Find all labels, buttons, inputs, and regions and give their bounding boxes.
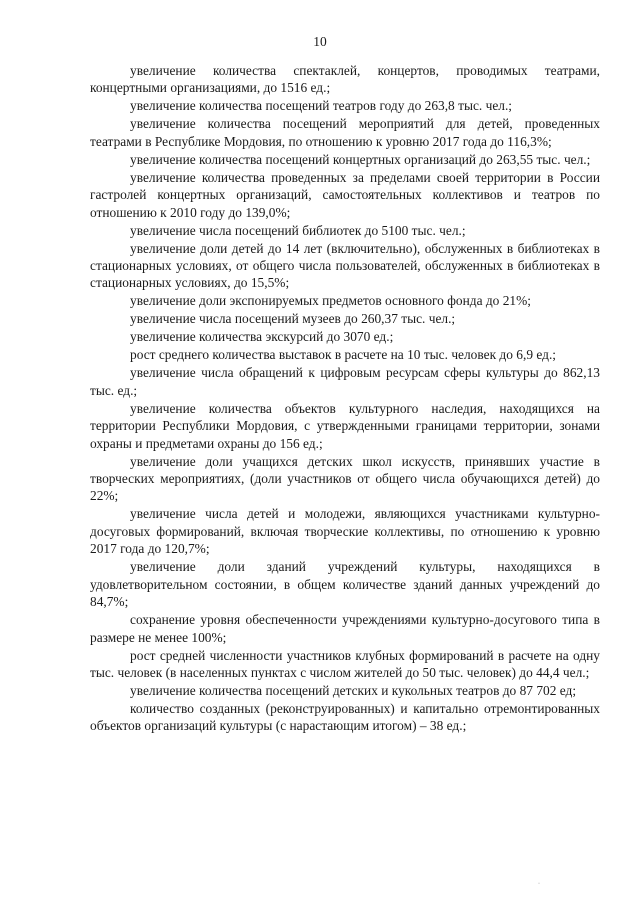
paragraph: увеличение числа посещений библиотек до 5100 тыс. чел.; — [130, 222, 466, 238]
paragraph: увеличение количества проведенных за пределами своей территории в России гастролей концертных организаций, самостоятельных коллективов и театров по отношению к 2010 году до 139,0%; — [90, 169, 600, 220]
paragraph: увеличение доли экспонируемых предметов основного фонда до 21%; — [130, 293, 531, 309]
paragraph: увеличение количества посещений театров году до 263,8 тыс. чел.; — [130, 98, 513, 114]
paragraph: увеличение числа детей и молодежи, являющихся участниками культурно-досуговых формирований, включая творческие коллективы, по отношению к уровню 2017 года до 120,7%; — [90, 506, 600, 557]
scan-mark: · — [538, 881, 540, 887]
paragraph: увеличение доли детей до 14 лет (включительно), обслуженных в библиотеках в стационарных условиях, от общего числа пользователей, обслуженных в библиотеках в стационарных условиях, до 15,5%; — [90, 240, 600, 291]
paragraph: сохранение уровня обеспеченности учреждениями культурно-досугового типа в размере не менее 100%; — [90, 612, 600, 645]
page-number: 10 — [313, 34, 327, 49]
paragraph: увеличение количества посещений мероприятий для детей, проведенных театрами в Республике Мордовия, по отношению к уровню 2017 года до 116,3%; — [90, 116, 600, 149]
paragraph: увеличение доли учащихся детских школ искусств, принявших участие в творческих мероприятиях, (доли участников от общего числа обучающихся детей) до 22%; — [90, 453, 600, 504]
paragraph: увеличение числа посещений музеев до 260,37 тыс. чел.; — [130, 311, 456, 327]
paragraph: увеличение количества экскурсий до 3070 ед.; — [130, 329, 394, 345]
paragraph: увеличение доли зданий учреждений культуры, находящихся в удовлетворительном состоянии, в общем количестве зданий данных учреждений до 84,7%; — [90, 559, 600, 610]
document-body — [90, 62, 600, 735]
paragraph: увеличение количества спектаклей, концертов, проводимых театрами, концертными организациями, до 1516 ед.; — [90, 63, 600, 96]
paragraph: рост среднего количества выставок в расчете на 10 тыс. человек до 6,9 ед.; — [130, 347, 557, 363]
paragraph: увеличение количества посещений детских и кукольных театров до 87 702 ед; — [130, 682, 577, 698]
paragraph: рост средней численности участников клубных формирований в расчете на одну тыс. человек (в населенных пунктах с числом жителей до 50 тыс. человек) до 44,4 чел.; — [90, 647, 600, 680]
paragraph: увеличение количества объектов культурного наследия, находящихся на территории Республики Мордовия, с утвержденными границами территории, зонами охраны и предметами охраны до 156 ед.; — [90, 400, 600, 451]
paragraph: увеличение числа обращений к цифровым ресурсам сферы культуры до 862,13 тыс. ед.; — [90, 365, 600, 398]
paragraph: увеличение количества посещений концертных организаций до 263,55 тыс. чел.; — [130, 151, 591, 167]
paragraph: количество созданных (реконструированных) и капитально отремонтированных объектов организаций культуры (с нарастающим итогом) – 38 ед.; — [90, 700, 600, 734]
